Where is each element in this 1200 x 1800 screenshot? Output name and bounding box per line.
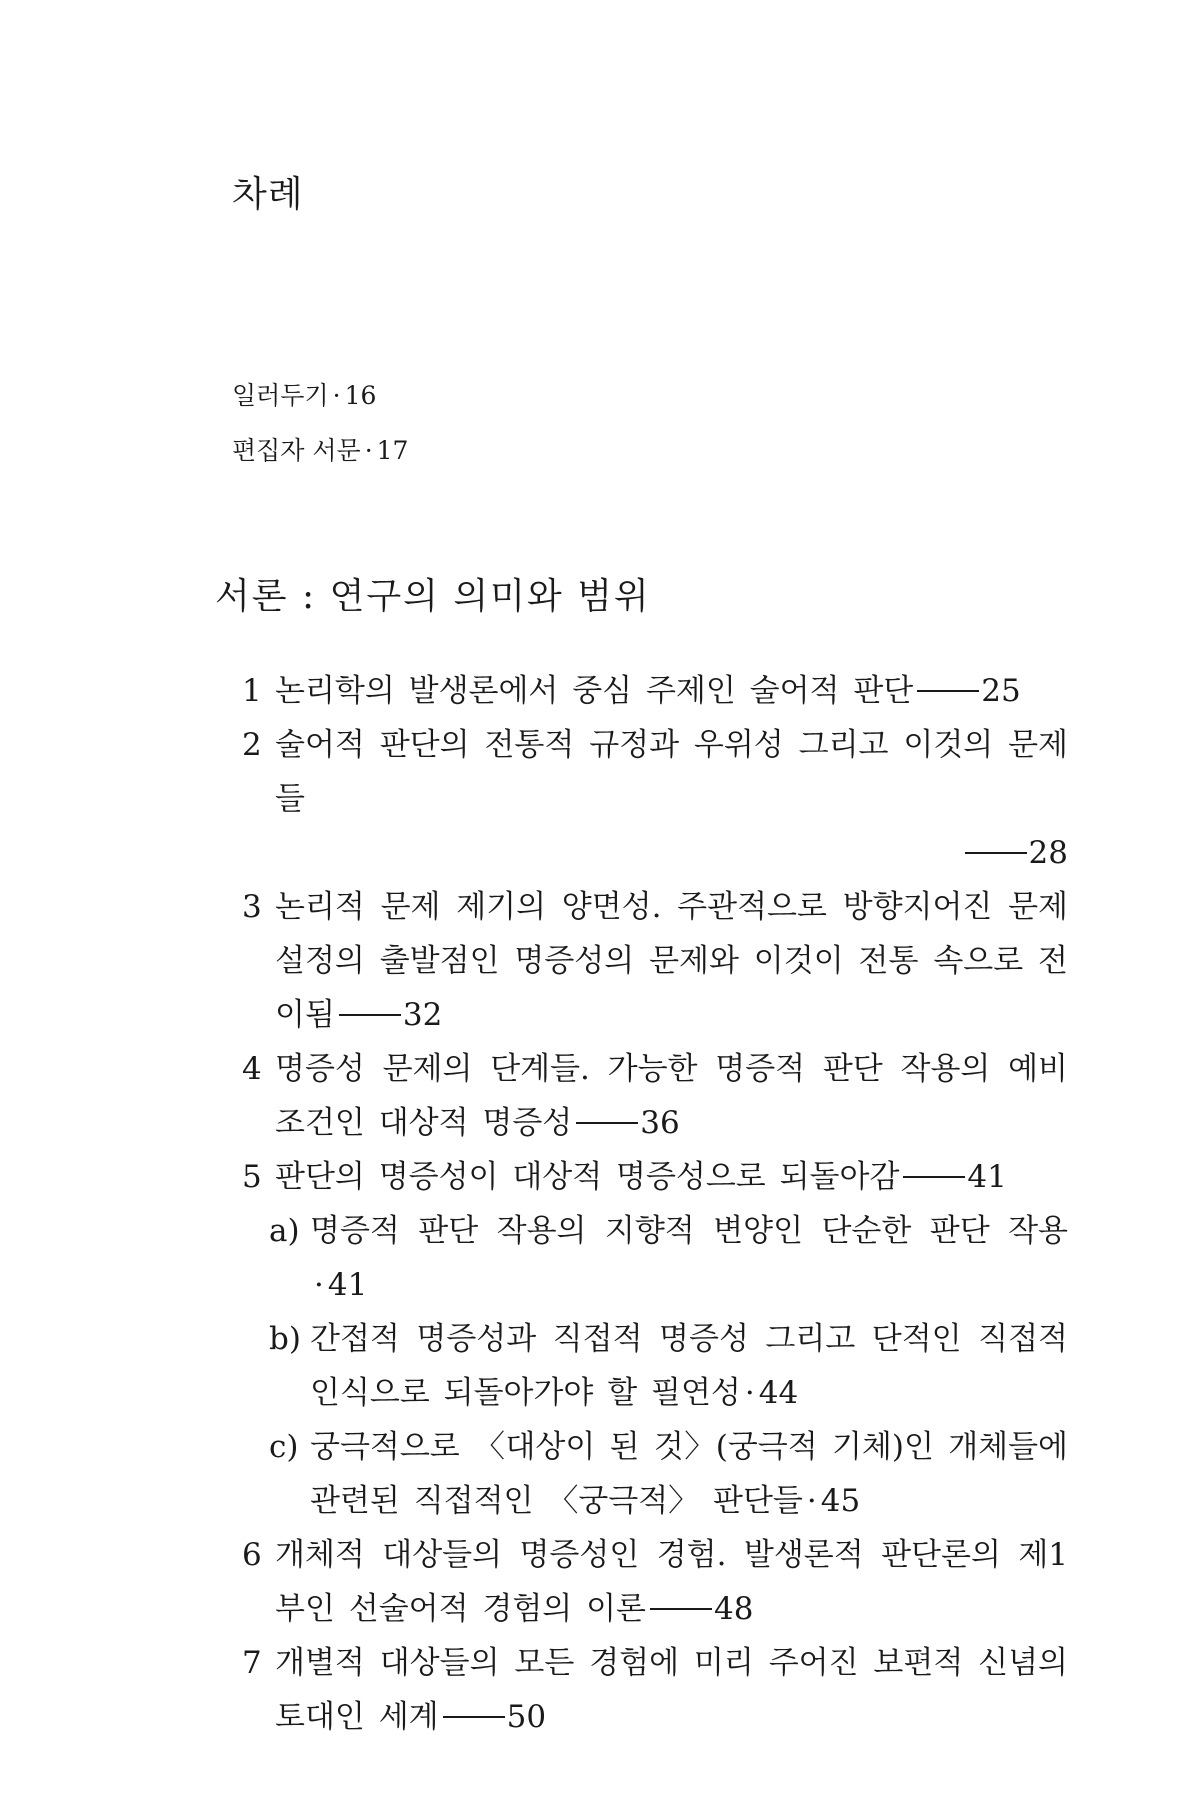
toc-entry bbox=[242, 1150, 1068, 1204]
entry-page: 36 bbox=[640, 1105, 680, 1141]
subentry-text: 궁극적으로 〈대상이 된 것〉(궁극적 기체)인 개체들에 관련된 직접적인 〈궁극적〉 판단들 bbox=[310, 1429, 1068, 1519]
subentry-page: 45 bbox=[820, 1483, 861, 1519]
subentry-text: 명증적 판단 작용의 지향적 변양인 단순한 판단 작용 bbox=[310, 1213, 1068, 1249]
separator-dot: · bbox=[806, 1483, 817, 1519]
entry-page: 41 bbox=[967, 1159, 1007, 1195]
toc-subentry bbox=[269, 1312, 1068, 1420]
front-matter-label: 일러두기 bbox=[232, 381, 329, 410]
entry-page: 48 bbox=[713, 1591, 754, 1627]
entry-text: 판단의 명증성이 대상적 명증성으로 되돌아감 bbox=[275, 1159, 900, 1195]
front-matter-item bbox=[232, 423, 408, 478]
front-matter-page: 17 bbox=[376, 436, 409, 465]
toc-entry bbox=[242, 1042, 1068, 1150]
page-leader-dash bbox=[903, 1176, 965, 1178]
entry-body bbox=[275, 1528, 1068, 1636]
front-matter-list bbox=[232, 368, 408, 478]
page-leader-dash bbox=[339, 1014, 401, 1016]
toc-entry bbox=[242, 880, 1068, 1042]
toc-subentry bbox=[269, 1420, 1068, 1528]
page-leader-dash bbox=[576, 1122, 638, 1124]
entry-body bbox=[275, 1636, 1068, 1744]
subentry-page: 44 bbox=[758, 1375, 799, 1411]
subentry-letter: c) bbox=[269, 1429, 299, 1465]
entry-number: 5 bbox=[242, 1159, 262, 1195]
front-matter-page: 16 bbox=[344, 381, 377, 410]
front-matter-item bbox=[232, 368, 408, 423]
subentry-body bbox=[310, 1204, 1068, 1312]
entry-number: 1 bbox=[242, 673, 262, 709]
toc-list bbox=[242, 664, 1068, 1744]
page-leader-dash bbox=[917, 690, 979, 692]
entry-body bbox=[275, 1042, 1068, 1150]
subentry-text: 간접적 명증성과 직접적 명증성 그리고 단적인 직접적 인식으로 되돌아가야 할 필연성 bbox=[310, 1321, 1068, 1411]
contents-heading: 차례 bbox=[232, 174, 304, 215]
entry-page: 32 bbox=[402, 997, 443, 1033]
page-leader-dash bbox=[965, 852, 1027, 854]
entry-number: 2 bbox=[242, 727, 262, 763]
entry-text: 명증성 문제의 단계들. 가능한 명증적 판단 작용의 예비 조건인 대상적 명증성 bbox=[275, 1051, 1068, 1141]
entry-page-line bbox=[242, 826, 1068, 880]
entry-text: 개별적 대상들의 모든 경험에 미리 주어진 보편적 신념의 토대인 세계 bbox=[275, 1645, 1068, 1735]
subentry-body bbox=[310, 1420, 1068, 1528]
entry-text: 논리적 문제 제기의 양면성. 주관적으로 방향지어진 문제 설정의 출발점인 명증성의 문제와 이것이 전통 속으로 전이됨 bbox=[275, 889, 1068, 1033]
separator-dot: · bbox=[332, 381, 341, 410]
toc-entry bbox=[242, 718, 1068, 826]
entry-text: 개체적 대상들의 명증성인 경험. 발생론적 판단론의 제1부인 선술어적 경험의 이론 bbox=[275, 1537, 1068, 1627]
subentry-letter: b) bbox=[269, 1321, 301, 1357]
entry-number: 3 bbox=[242, 889, 262, 925]
part-title: 서론 : 연구의 의미와 범위 bbox=[215, 576, 651, 617]
entry-body bbox=[275, 664, 1068, 718]
entry-page: 28 bbox=[1028, 835, 1068, 871]
entry-page: 50 bbox=[506, 1699, 547, 1735]
toc-subentry bbox=[269, 1204, 1068, 1312]
toc-entry bbox=[242, 1636, 1068, 1744]
subentry-page: 41 bbox=[327, 1267, 368, 1303]
entry-page: 25 bbox=[981, 673, 1021, 709]
entry-body bbox=[275, 880, 1068, 1042]
toc-entry bbox=[242, 1528, 1068, 1636]
separator-dot: · bbox=[314, 1267, 324, 1303]
subentry-body bbox=[310, 1312, 1068, 1420]
separator-dot: · bbox=[364, 436, 373, 465]
entry-body bbox=[275, 1150, 1068, 1204]
entry-number: 4 bbox=[242, 1051, 262, 1087]
entry-text: 논리학의 발생론에서 중심 주제인 술어적 판단 bbox=[275, 673, 914, 709]
entry-number: 6 bbox=[242, 1537, 262, 1573]
toc-entry bbox=[242, 664, 1068, 718]
page-leader-dash bbox=[443, 1716, 505, 1718]
subentry-letter: a) bbox=[269, 1213, 300, 1249]
entry-body bbox=[275, 718, 1068, 826]
separator-dot: · bbox=[744, 1375, 755, 1411]
entry-number: 7 bbox=[242, 1645, 262, 1681]
page-leader-dash bbox=[650, 1608, 712, 1610]
entry-text: 술어적 판단의 전통적 규정과 우위성 그리고 이것의 문제들 bbox=[275, 727, 1068, 817]
front-matter-label: 편집자 서문 bbox=[232, 436, 361, 465]
